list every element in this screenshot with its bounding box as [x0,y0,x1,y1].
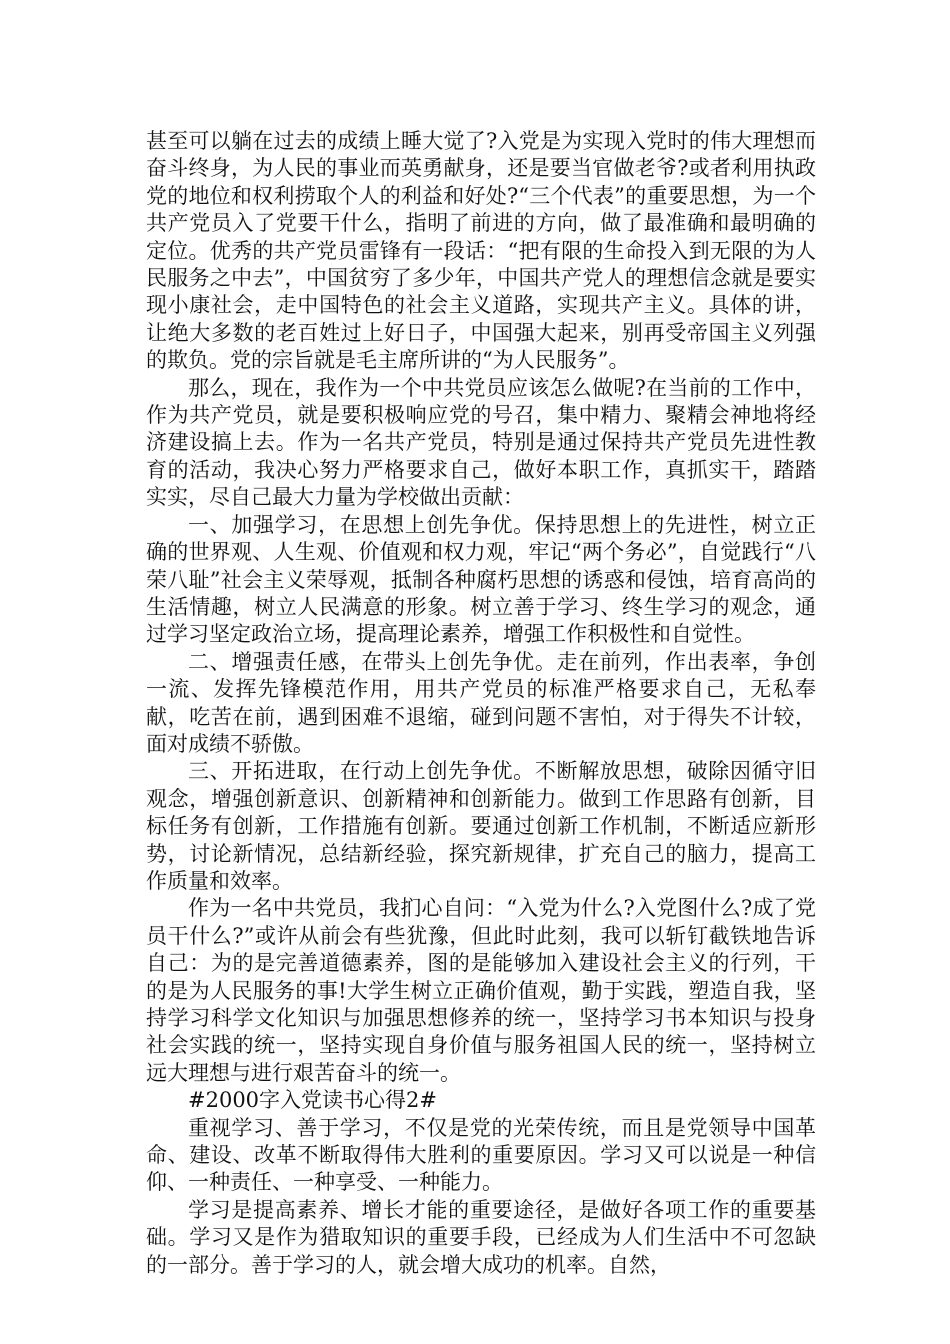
paragraph-self-reflection: 作为一名中共党员，我扪心自问：“入党为什么?入党图什么?成了党员干什么?”或许从前会有些犹豫，但此时此刻，我可以斩钉截铁地告诉自己：为的是完善道德素养，图的是能够加入建设社会主义的行列，干的是为人民服务的事!大学生树立正确价值观，勤于实践，塑造自我，坚持学习科学文化知识与加强思想修养的统一，坚持学习书本知识与投身社会实践的统一，坚持实现自身价值与服务祖国人民的统一，坚持树立远大理想与进行艰苦奋斗的统一。 [146,896,816,1085]
section-heading: #2000字入党读书心得2# [188,1088,437,1113]
paragraph-study-importance: 学习是提高素养、增长才能的重要途径，是做好各项工作的重要基础。学习又是作为猎取知识的重要手段，已经成为人们生活中不可忽缺的一部分。善于学习的人，就会增大成功的机率。自然， [146,1197,816,1277]
paragraph-point-one: 一、加强学习，在思想上创先争优。保持思想上的先进性，树立正确的世界观、人生观、价值观和权力观，牢记“两个务必”，自觉践行“八荣八耻”社会主义荣辱观，抵制各种腐朽思想的诱惑和侵蚀，培育高尚的生活情趣，树立人民满意的形象。树立善于学习、终生学习的观念，通过学习坚定政治立场，提高理论素养，增强工作积极性和自觉性。 [146,512,816,647]
paragraph-study-tradition: 重视学习、善于学习，不仅是党的光荣传统，而且是党领导中国革命、建设、改革不断取得伟大胜利的重要原因。学习又可以说是一种信仰、一种责任、一种享受、一种能力。 [146,1115,816,1195]
paragraph-continuation: 甚至可以躺在过去的成绩上睡大觉了?入党是为实现入党时的伟大理想而奋斗终身，为人民的事业而英勇献身，还是要当官做老爷?或者利用执政党的地位和权利捞取个人的利益和好处?“三个代表”的重要思想，为一个共产党员入了党要干什么，指明了前进的方向，做了最准确和最明确的定位。优秀的共产党员雷锋有一段话：“把有限的生命投入到无限的为人民服务之中去”，中国贫穷了多少年，中国共产党人的理想信念就是要实现小康社会，走中国特色的社会主义道路，实现共产主义。具体的讲，让绝大多数的老百姓过上好日子，中国强大起来，别再受帝国主义列强的欺负。党的宗旨就是毛主席所讲的“为人民服务”。 [146,129,816,373]
paragraph-point-two: 二、增强责任感，在带头上创先争优。走在前列，作出表率，争创一流、发挥先锋模范作用，用共产党员的标准严格要求自己，无私奉献，吃苦在前，遇到困难不退缩，碰到问题不害怕，对于得失不计较，面对成绩不骄傲。 [146,649,816,756]
paragraph-point-three: 三、开拓进取，在行动上创先争优。不断解放思想，破除因循守旧观念，增强创新意识、创新精神和创新能力。做到工作思路有创新，目标任务有创新，工作措施有创新。要通过创新工作机制，不断适应新形势，讨论新情况，总结新经验，探究新规律，扩充自己的脑力，提高工作质量和效率。 [146,759,816,893]
document-body [146,128,816,1279]
paragraph-how-to-act: 那么，现在，我作为一个中共党员应该怎么做呢?在当前的工作中，作为共产党员，就是要积极响应党的号召，集中精力、聚精会神地将经济建设搞上去。作为一名共产党员，特别是通过保持共产党员先进性教育的活动，我决心努力严格要求自己，做好本职工作，真抓实干，踏踏实实，尽自己最大力量为学校做出贡献： [146,375,816,510]
